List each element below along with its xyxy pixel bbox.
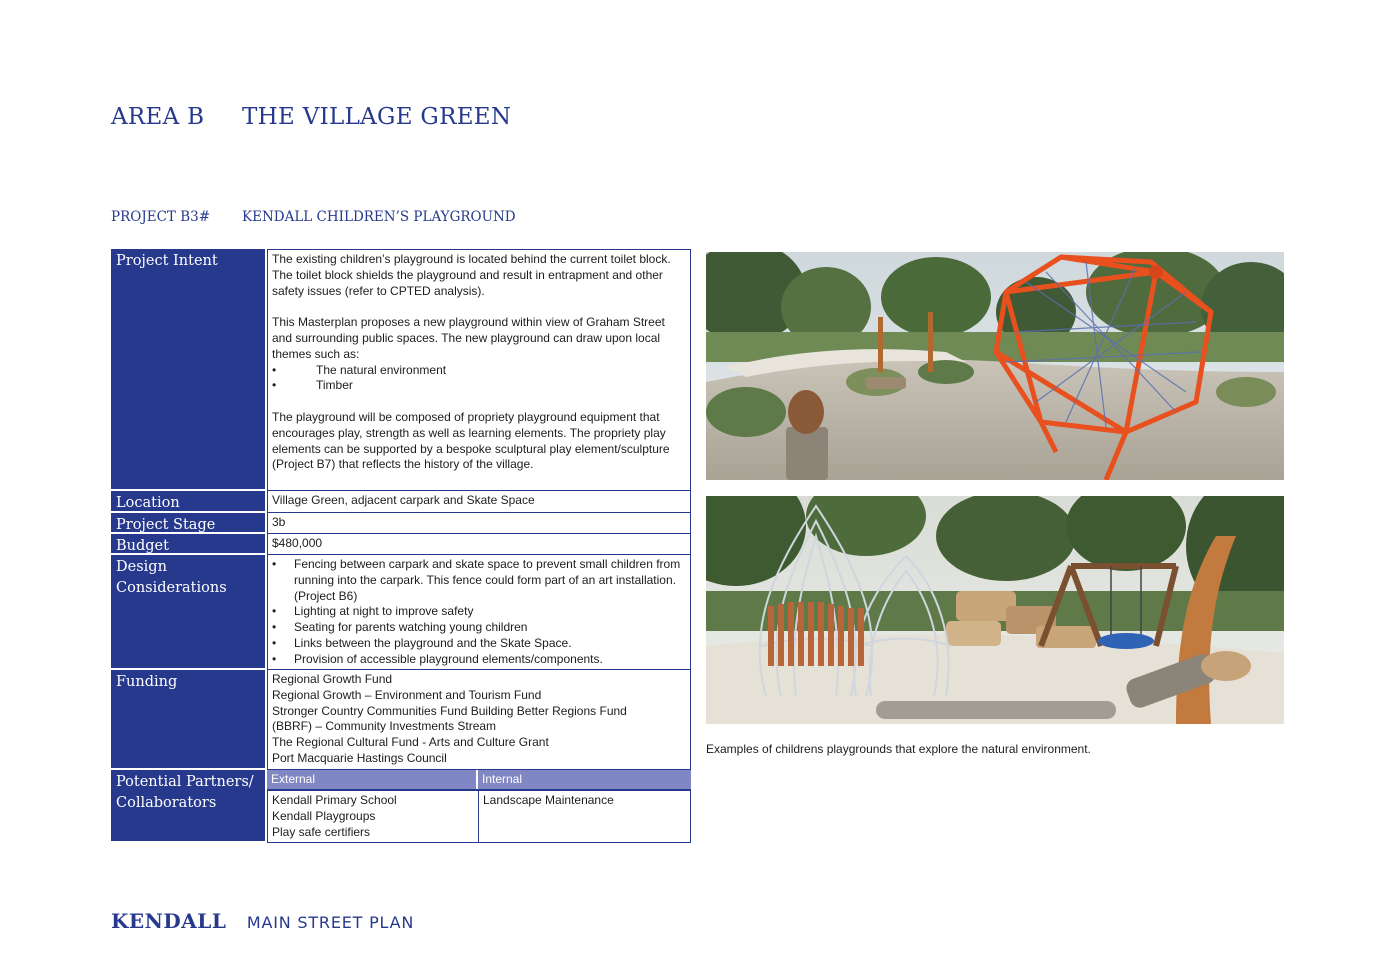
- external-partner: Kendall Primary School: [272, 793, 397, 807]
- intent-paragraph-1: The existing children’s playground is located behind the current toilet block. The toilet block shields the playground and result in entrapment and other safety issues (refer to CPTED analysis).: [272, 252, 671, 298]
- row-funding: [111, 670, 691, 770]
- area-name: THE VILLAGE GREEN: [242, 104, 512, 130]
- intent-theme-item: • Timber: [272, 378, 353, 393]
- area-label: AREA B: [111, 104, 205, 130]
- row-partners: [111, 770, 691, 841]
- external-partner: Play safe certifiers: [272, 824, 371, 839]
- project-code: PROJECT B3#: [111, 209, 211, 225]
- intent-theme-item: • The natural environment: [272, 362, 447, 377]
- area-heading: [111, 104, 512, 130]
- row-project-intent: [111, 249, 691, 491]
- external-header: External: [267, 770, 478, 789]
- value-location: Village Green, adjacent carpark and Skate Space: [267, 491, 691, 513]
- funding-line: The Regional Cultural Fund - Arts and Culture Grant: [272, 735, 549, 750]
- funding-line: Regional Growth Fund: [272, 672, 393, 686]
- design-item: • Fencing between carpark and skate space to prevent small children from running into the carpark. This fence could form part of an art installation. (Project B6): [272, 557, 681, 603]
- footer: [111, 909, 414, 933]
- internal-partners: [479, 791, 690, 842]
- value-funding: [267, 670, 691, 770]
- design-item: • Provision of accessible playground elements/components.: [272, 651, 603, 666]
- label-budget: Budget: [111, 534, 265, 555]
- value-project-intent: [267, 249, 691, 491]
- external-partner: Kendall Playgroups: [272, 808, 376, 823]
- project-heading: [111, 209, 516, 225]
- funding-line: Regional Growth – Environment and Tourism Fund: [272, 687, 542, 702]
- internal-partner: Landscape Maintenance: [483, 793, 614, 807]
- row-design-considerations: [111, 555, 691, 670]
- playground-photo-climbing-frame: [706, 252, 1284, 480]
- external-partners: [268, 791, 479, 842]
- internal-header: Internal: [482, 772, 523, 786]
- design-item: • Lighting at night to improve safety: [272, 604, 474, 619]
- funding-line: Stronger Country Communities Fund Building Better Regions Fund (BBRF) – Community Investments Stream: [272, 703, 627, 734]
- footer-brand: KENDALL: [111, 909, 227, 933]
- project-table: [111, 249, 691, 841]
- label-project-stage: Project Stage: [111, 513, 265, 534]
- row-project-stage: [111, 513, 691, 534]
- value-budget: $480,000: [267, 534, 691, 555]
- value-design-considerations: [267, 555, 691, 670]
- footer-subtitle: MAIN STREET PLAN: [246, 913, 415, 932]
- row-budget: [111, 534, 691, 555]
- funding-line: Port Macquarie Hastings Council: [272, 750, 447, 765]
- playground-photo-natural-play: [706, 496, 1284, 724]
- intent-paragraph-2: This Masterplan proposes a new playground within view of Graham Street and surrounding public spaces. The new playground can draw upon local themes such as:: [272, 315, 665, 361]
- partners-body-row: [267, 789, 691, 843]
- label-funding: Funding: [111, 670, 265, 770]
- row-location: [111, 491, 691, 513]
- design-item: • Links between the playground and the Skate Space.: [272, 635, 572, 650]
- label-partners: Potential Partners/ Collaborators: [111, 770, 265, 841]
- partners-subtable: [267, 770, 691, 841]
- value-project-stage: 3b: [267, 513, 691, 534]
- label-design-considerations: Design Considerations: [111, 555, 265, 670]
- partners-header-row: [267, 770, 691, 789]
- label-project-intent: Project Intent: [111, 249, 265, 491]
- design-item: • Seating for parents watching young children: [272, 620, 528, 635]
- photo-caption: Examples of childrens playgrounds that explore the natural environment.: [706, 742, 1091, 756]
- label-location: Location: [111, 491, 265, 513]
- project-name: KENDALL CHILDREN’S PLAYGROUND: [242, 209, 516, 225]
- intent-paragraph-3: The playground will be composed of propriety playground equipment that encourages play, strength as well as learning elements. The propriety play elements can be supported by a bespoke sculptural play element/sculpture (Project B7) that reflects the history of the village.: [272, 409, 670, 472]
